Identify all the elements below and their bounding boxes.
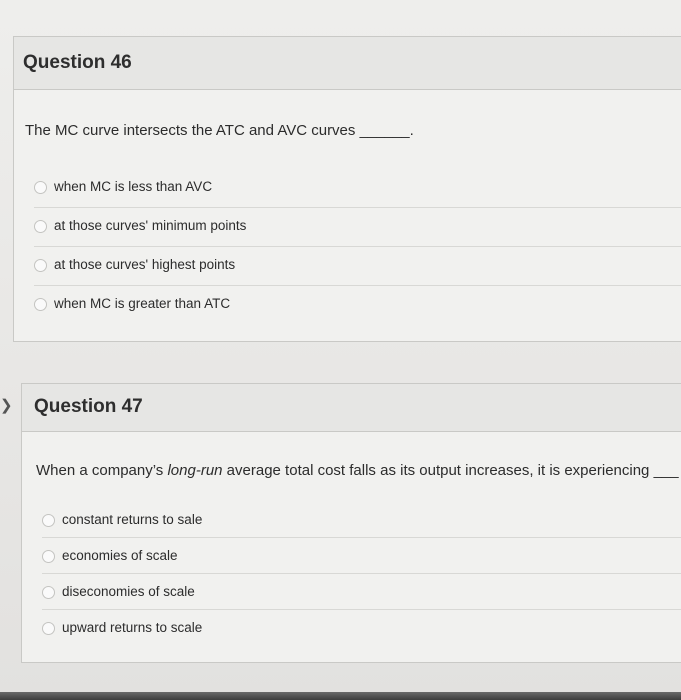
radio-button[interactable]: [42, 622, 55, 635]
answer-label[interactable]: when MC is less than AVC: [54, 179, 213, 194]
question-prompt: The MC curve intersects the ATC and AVC curves ______.: [25, 122, 414, 139]
radio-button[interactable]: [34, 298, 47, 311]
prompt-text: When a company’s: [36, 462, 168, 479]
answer-label[interactable]: at those curves' minimum points: [54, 218, 247, 233]
answer-option[interactable]: [42, 538, 681, 574]
answer-option[interactable]: [34, 247, 681, 286]
radio-button[interactable]: [42, 550, 55, 563]
answer-label[interactable]: constant returns to sale: [62, 512, 203, 527]
screen-bottom-edge: [0, 692, 681, 700]
radio-button[interactable]: [34, 181, 47, 194]
answer-label[interactable]: diseconomies of scale: [62, 584, 195, 599]
question-prompt: [36, 462, 679, 479]
answer-list: [34, 169, 681, 325]
question-card: [21, 383, 681, 663]
radio-button[interactable]: [42, 514, 55, 527]
question-card: [13, 36, 681, 342]
answer-option[interactable]: [42, 574, 681, 610]
answer-option[interactable]: [42, 502, 681, 538]
question-title: Question 46: [23, 52, 132, 73]
prompt-text: average total cost falls as its output increases, it is experiencing ___: [222, 462, 679, 479]
answer-option[interactable]: [34, 286, 681, 325]
answer-label[interactable]: economies of scale: [62, 548, 178, 563]
prompt-emphasis: long-run: [167, 462, 223, 479]
answer-label[interactable]: at those curves' highest points: [54, 257, 236, 272]
answer-label[interactable]: when MC is greater than ATC: [54, 296, 231, 311]
answer-option[interactable]: [34, 169, 681, 208]
question-header: [14, 37, 681, 90]
radio-button[interactable]: [34, 259, 47, 272]
question-title: Question 47: [34, 396, 143, 417]
answer-option[interactable]: [34, 208, 681, 247]
answer-list: [42, 502, 681, 646]
question-header: [22, 384, 681, 432]
answer-label[interactable]: upward returns to scale: [62, 620, 203, 635]
radio-button[interactable]: [34, 220, 47, 233]
radio-button[interactable]: [42, 586, 55, 599]
chevron-right-icon[interactable]: ❯: [0, 397, 13, 414]
answer-option[interactable]: [42, 610, 681, 646]
